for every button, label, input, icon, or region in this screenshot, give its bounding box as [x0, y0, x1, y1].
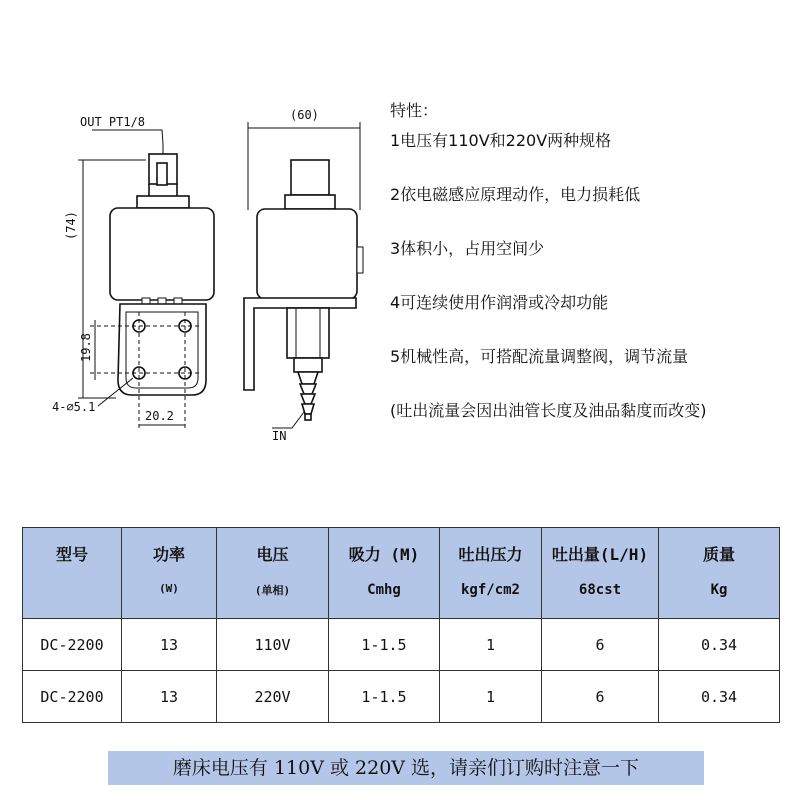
hole-spacing-horizontal: 20.2: [145, 409, 174, 423]
width-dimension: (60): [290, 108, 319, 122]
pump-technical-drawing: [0, 0, 380, 470]
header-discharge-pressure: 吐出压力 kgf/cm2: [440, 528, 542, 619]
feature-item-1: 1电压有110V和220V两种规格: [390, 131, 612, 150]
table-header-row: [23, 528, 780, 619]
cell-mass: 0.34: [659, 619, 780, 671]
voltage-notice-banner: 磨床电压有 110V 或 220V 选，请亲们订购时注意一下: [108, 751, 704, 785]
features-section: [390, 100, 790, 422]
feature-item-3: 3体积小，占用空间少: [390, 239, 545, 258]
cell-pressure: 1: [440, 619, 542, 671]
cell-mass: 0.34: [659, 671, 780, 723]
cell-power: 13: [122, 671, 217, 723]
cell-volume: 6: [542, 671, 659, 723]
feature-item-2: 2依电磁感应原理动作，电力损耗低: [390, 185, 641, 204]
table-row: [23, 619, 780, 671]
features-note: (吐出流量会因出油管长度及油品黏度而改变): [390, 401, 707, 420]
spec-table: [22, 527, 780, 723]
features-title: 特性：: [390, 101, 439, 120]
cell-pressure: 1: [440, 671, 542, 723]
header-discharge-volume: 吐出量(L/H) 68cst: [542, 528, 659, 619]
table-row: [23, 671, 780, 723]
hole-spacing-vertical: 19.8: [79, 333, 93, 362]
header-suction: 吸力 (M) Cmhg: [329, 528, 440, 619]
cell-suction: 1-1.5: [329, 671, 440, 723]
cell-power: 13: [122, 619, 217, 671]
inlet-label: IN: [272, 429, 287, 443]
cell-voltage: 220V: [217, 671, 329, 723]
cell-suction: 1-1.5: [329, 619, 440, 671]
hole-diameter-label: 4-∅5.1: [52, 400, 96, 414]
cell-volume: 6: [542, 619, 659, 671]
cell-model: DC-2200: [23, 671, 122, 723]
header-voltage: 电压 (单相): [217, 528, 329, 619]
header-model: 型号: [23, 528, 122, 619]
cell-model: DC-2200: [23, 619, 122, 671]
header-mass: 质量 Kg: [659, 528, 780, 619]
cell-voltage: 110V: [217, 619, 329, 671]
feature-item-4: 4可连续使用作润滑或冷却功能: [390, 293, 609, 312]
header-power: 功率 (W): [122, 528, 217, 619]
out-label: OUT PT1/8: [80, 115, 146, 129]
height-dimension: (74): [64, 211, 78, 240]
feature-item-5: 5机械性高，可搭配流量调整阀，调节流量: [390, 347, 689, 366]
